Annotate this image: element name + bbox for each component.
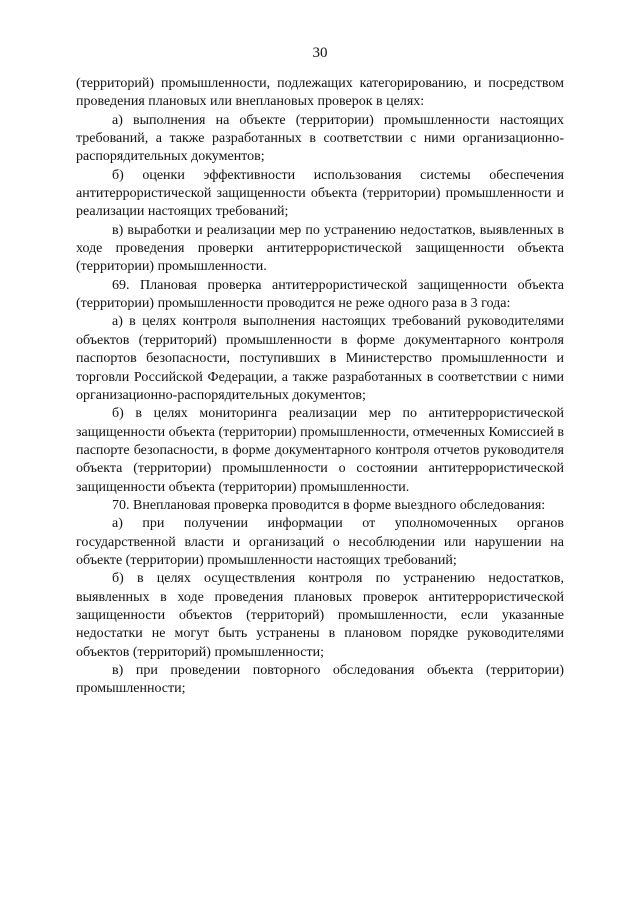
paragraph-clause-69: 69. Плановая проверка антитеррористической защищенности объекта (территории) промышленности проводится не реже одного раза в 3 года: [76, 277, 564, 312]
page-number: 30 [312, 45, 328, 61]
paragraph-clause-69-item-b: б) в целях мониторинга реализации мер по антитеррористической защищенности объекта (территории) промышленности, отмеченных Комиссией в паспорте безопасности, в форме документарного контроля отчетов руководителя объекта (территории) промышленности о состоянии антитеррористической защищенности объекта (территории) промышленности. [76, 406, 564, 495]
paragraph-clause-70-item-a: а) при получении информации от уполномоченных органов государственной власти и организаций о несоблюдении или нарушении на объекте (территории) промышленности настоящих требований; [76, 516, 564, 568]
paragraph-continuation: (территорий) промышленности, подлежащих категорированию, и посредством проведения плановых или внеплановых проверок в целях: [76, 76, 564, 110]
paragraph-clause-70-item-v: в) при проведении повторного обследования объекта (территории) промышленности; [76, 663, 564, 697]
paragraph-item-a: а) выполнения на объекте (территории) промышленности настоящих требований, а также разработанных в соответствии с ними организационно-распорядительных документов; [76, 112, 564, 165]
paragraph-item-v: в) выработки и реализации мер по устранению недостатков, выявленных в ходе проведения проверки антитеррористической защищенности объекта (территории) промышленности. [76, 222, 564, 275]
paragraph-clause-70-item-b: б) в целях осуществления контроля по устранению недостатков, выявленных в ходе проведения плановых проверок антитеррористической защищенности объектов (территорий) промышленности, если указанные недостатки не могут быть устранены в плановом порядке руководителями объектов (территорий) промышленности; [76, 571, 564, 660]
paragraph-clause-69-item-a: а) в целях контроля выполнения настоящих требований руководителями объектов (территорий) промышленности в форме документарного контроля паспортов безопасности, поступивших в Министерство промышленности и торговли Российской Федерации, а также разработанных в соответствии с ними организационно-распорядительных документов; [76, 314, 564, 403]
document-body [76, 75, 564, 699]
paragraph-item-b: б) оценки эффективности использования системы обеспечения антитеррористической защищенности объекта (территории) промышленности и реализации настоящих требований; [76, 167, 564, 220]
paragraph-clause-70: 70. Внеплановая проверка проводится в форме выездного обследования: [112, 497, 546, 513]
